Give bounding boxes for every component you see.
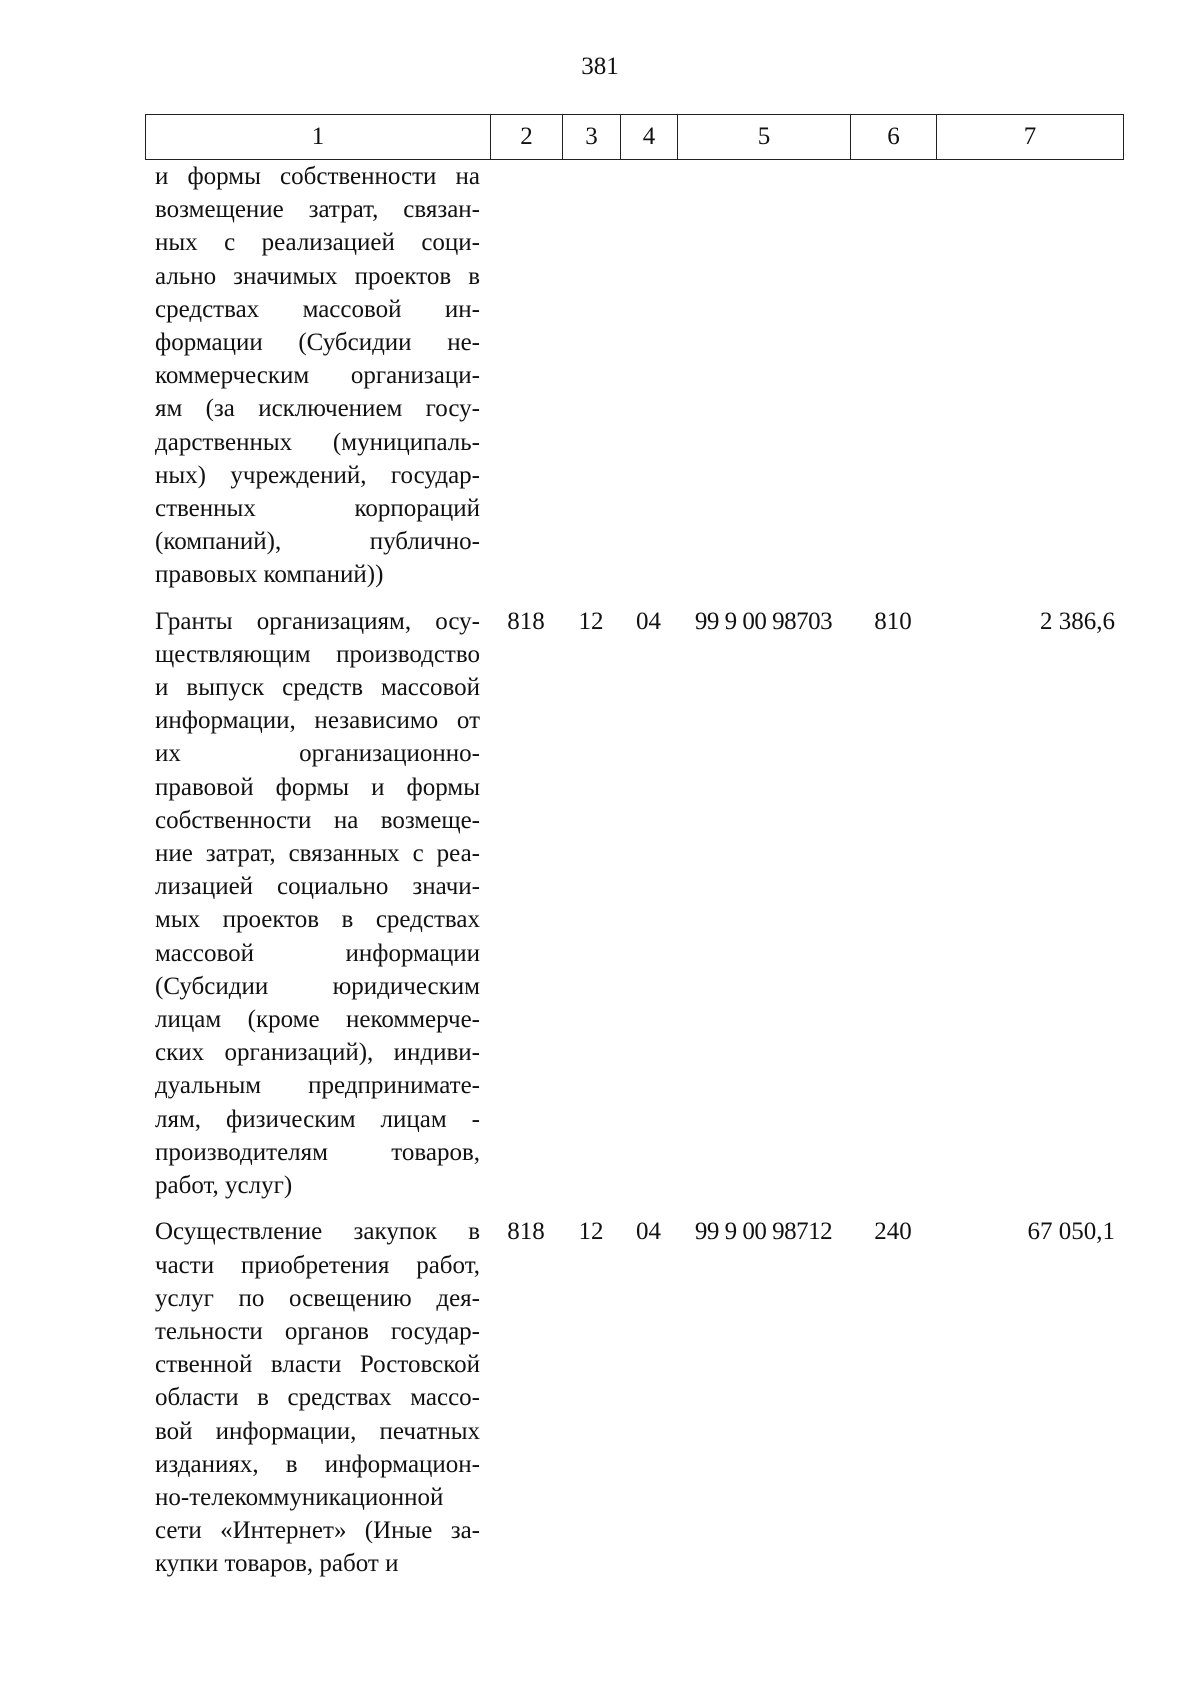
row-gap [145,1202,1123,1215]
description-line: лизацией социально значи- [155,873,480,901]
description-line: Осуществление закупок в [155,1218,480,1246]
description-line: возмещение затрат, связан- [155,196,480,224]
row-col-6: 240 [874,1218,912,1246]
description-line: лицам (кроме некоммерче- [155,1006,480,1034]
row-col-5: 99 9 00 98712 [694,1218,833,1246]
page-number: 381 [581,53,619,80]
description-line: собственности на возмеще- [155,806,480,834]
description-line: производителям товаров, [155,1138,480,1166]
row-description [145,605,490,1203]
header-col-4: 4 [621,115,678,160]
description-line: правовой формы и формы [155,773,480,801]
description-line: сети «Интернет» (Иные за- [155,1517,480,1545]
row-col-5: 99 9 00 98703 [694,607,833,635]
description-line: формации (Субсидии не- [155,329,480,357]
row-col-4: 04 [636,607,661,635]
table-body [145,160,1123,1581]
description-line: ственных корпораций [155,495,480,523]
row-gap [145,592,1123,605]
description-line: ских организаций), индиви- [155,1039,480,1067]
row-col-6: 810 [874,607,912,635]
header-col-5: 5 [678,115,851,160]
description-line: правовых компаний)) [155,561,384,589]
row-col-3: 12 [578,1218,604,1246]
table-row [145,160,1123,592]
description-line: части приобретения работ, [155,1251,480,1279]
description-line: ально значимых проектов в [155,262,480,290]
row-col-7: 67 050,1 [1027,1218,1115,1246]
description-line: ных с реализацией соци- [155,229,480,257]
description-line: и формы собственности на [155,163,480,190]
description-line: мых проектов в средствах [155,906,480,934]
header-col-6: 6 [851,115,937,160]
description-line: ных) учреждений, государ- [155,461,480,489]
row-col-3: 12 [578,607,604,635]
header-col-7: 7 [937,115,1124,160]
description-line: (Субсидии юридическим [155,972,480,1000]
description-line: (компаний), публично- [155,528,480,556]
description-line: дуальным предпринимате- [155,1072,480,1100]
description-line: Гранты организациям, осу- [155,607,480,635]
row-col-4: 04 [636,1218,661,1246]
description-line: услуг по освещению дея- [155,1284,480,1312]
row-description [145,1215,490,1580]
description-line: работ, услуг) [155,1172,293,1200]
description-line: ственной власти Ростовской [155,1351,480,1379]
row-col-7: 2 386,6 [1040,607,1115,635]
description-line: но-телекоммуникационной [155,1483,444,1511]
header-col-3: 3 [563,115,621,160]
description-line: ществляющим производство [155,640,480,668]
description-line: изданиях, в информацион- [155,1450,480,1478]
description-line: средствах массовой ин- [155,295,480,323]
description-line: и выпуск средств массовой [155,674,480,702]
description-line: их организационно- [155,740,480,768]
description-line: ние затрат, связанных с реа- [155,840,480,868]
description-line: области в средствах массо- [155,1384,480,1412]
description-line: вой информации, печатных [155,1417,480,1445]
description-line: лям, физическим лицам - [155,1105,480,1133]
description-line: тельности органов государ- [155,1317,480,1345]
table-row [145,1215,1123,1580]
header-col-2: 2 [491,115,563,160]
row-description [145,160,490,592]
description-line: ям (за исключением госу- [155,395,480,423]
description-line: информации, независимо от [155,707,480,735]
row-col-2: 818 [507,1218,545,1246]
description-line: дарственных (муниципаль- [155,428,480,456]
table-row [145,605,1123,1203]
header-col-1: 1 [146,115,491,160]
description-line: купки товаров, работ и [155,1550,399,1578]
row-col-2: 818 [507,607,545,635]
description-line: коммерческим организаци- [155,362,480,390]
description-line: массовой информации [155,939,480,967]
table-header [145,114,1124,160]
